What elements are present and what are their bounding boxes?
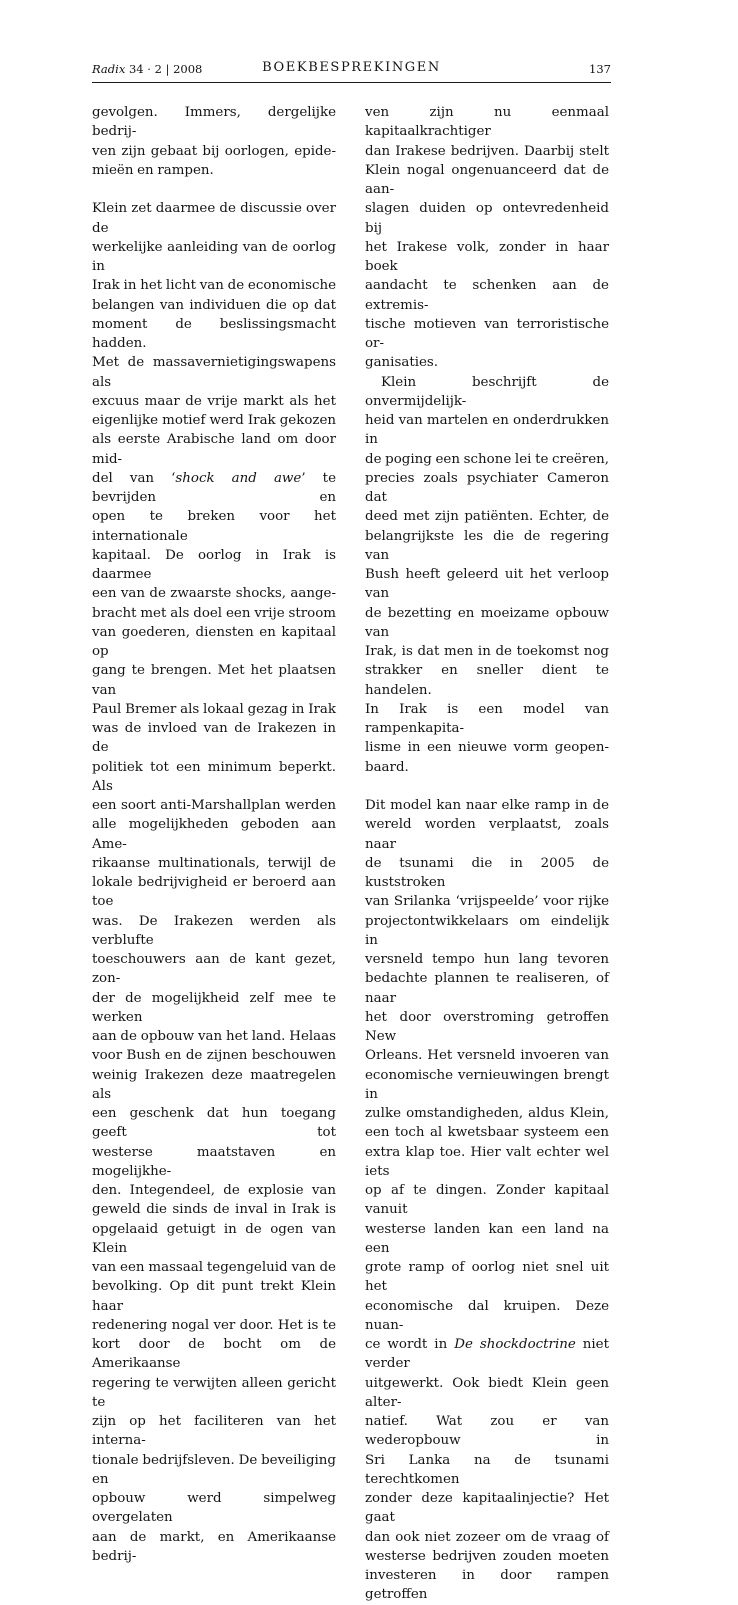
text-line: tische motieven van terroristische or- (365, 316, 609, 351)
paragraph (92, 199, 336, 1566)
text-line: was de invloed van de Irakezen in de (92, 721, 336, 756)
text-line: investeren in door rampen getroffen (365, 1568, 609, 1603)
text-line: aandacht te schenken aan de extremis- (365, 278, 609, 313)
text-line: economische vernieuwingen brengt in (365, 1067, 609, 1102)
text-line: weinig Irakezen deze maatregelen als (92, 1067, 336, 1102)
text-line: alle mogelijkheden geboden aan Ame- (92, 817, 336, 852)
text-line: belangen van individuen die op dat (92, 297, 336, 313)
text-line: dan ook niet zozeer om de vraag of (365, 1529, 609, 1545)
text-line: werkelijke aanleiding van de oorlog in (92, 239, 336, 274)
text-line: gang te brengen. Met het plaatsen van (92, 663, 336, 698)
text-line: ven zijn gebaat bij oorlogen, epide- (92, 143, 336, 159)
text-line: dan Irakese bedrijven. Daarbij stelt (365, 143, 609, 159)
text-line: economische dal kruipen. Deze nuan- (365, 1298, 609, 1333)
running-head (92, 60, 611, 80)
text-line: gevolgen. Immers, dergelijke bedrij- (92, 105, 336, 140)
paragraph (365, 373, 609, 777)
paragraph (365, 103, 609, 373)
text-line: rikaanse multinationals, terwijl de (92, 855, 336, 871)
text-line: Sri Lanka na de tsunami terechtkomen (365, 1452, 609, 1487)
text-line: Paul Bremer als lokaal gezag in Irak (92, 701, 336, 717)
text-line: versneld tempo hun lang tevoren (365, 952, 609, 967)
text-line: lisme in een nieuwe vorm geopen- (365, 740, 609, 756)
text-line: Met de massavernietigingswapens als (92, 355, 336, 390)
text-line: deed met zijn patiënten. Echter, de (365, 509, 609, 525)
text-line: slagen duiden op ontevredenheid bij (365, 201, 609, 236)
text-line (92, 469, 336, 508)
text-line: zulke omstandigheden, aldus Klein, (365, 1106, 609, 1121)
text-line: excuus maar de vrije markt als het (92, 393, 336, 409)
text-line: In Irak is een model van rampenkapita- (365, 701, 609, 736)
text-line: was. De Irakezen werden als verblufte (92, 913, 336, 948)
text-line: natief. Wat zou er van wederopbouw in (365, 1414, 609, 1449)
text-line: wereld worden verplaatst, zoals naar (365, 817, 609, 852)
text-line: de poging een schone lei te creëren, (365, 451, 609, 467)
text-fragment: ce wordt in (365, 1337, 455, 1352)
text-line: bracht met als doel een vrije stroom (92, 605, 336, 621)
text-fragment: del van ‘ (92, 470, 176, 486)
text-line: de bezetting en moeizame opbouw van (365, 605, 609, 640)
text-line: projectontwikkelaars om eindelijk in (365, 913, 609, 948)
text-line: precies zoals psychiater Cameron dat (365, 470, 609, 505)
text-line: westerse maatstaven en mogelijkhe- (92, 1144, 336, 1179)
text-line: aan de markt, en Amerikaanse bedrij- (92, 1529, 336, 1564)
text-line: Orleans. Het versneld invoeren van (365, 1048, 609, 1064)
italic-phrase: shock and awe (175, 470, 302, 486)
text-line: belangrijkste les die de regering van (365, 528, 609, 563)
text-line: den. Integendeel, de explosie van (92, 1183, 336, 1198)
text-line: van een massaal tegengeluid van de (92, 1260, 336, 1275)
text-line: aan de opbouw van het land. Helaas (92, 1029, 336, 1044)
text-line: de tsunami die in 2005 de kuststroken (365, 855, 609, 890)
text-line: op af te dingen. Zonder kapitaal vanuit (365, 1183, 609, 1218)
header-rule (92, 82, 611, 83)
text-line: voor Bush en de zijnen beschouwen (92, 1048, 336, 1064)
text-line: Irak in het licht van de economische (92, 278, 336, 294)
text-line: Klein nogal ongenuanceerd dat de aan- (365, 162, 609, 197)
text-line: kapitaal. De oorlog in Irak is daarmee (92, 547, 336, 582)
text-line: eigenlijke motief werd Irak gekozen (92, 413, 336, 428)
text-line: Irak, is dat men in de toekomst nog (365, 644, 609, 659)
text-line: bedachte plannen te realiseren, of naar (365, 971, 609, 1006)
book-title: De shockdoctrine (454, 1337, 576, 1352)
text-line (365, 1335, 609, 1374)
text-line: toeschouwers aan de kant gezet, zon- (92, 952, 336, 987)
journal-issue: 34 · 2 | 2008 (128, 62, 203, 76)
text-line: lokale bedrijvigheid er beroerd aan toe (92, 875, 336, 910)
text-line: der de mogelijkheid zelf mee te werken (92, 990, 336, 1025)
text-line: kort door de bocht om de Amerikaanse (92, 1337, 336, 1372)
text-line: grote ramp of oorlog niet snel uit het (365, 1260, 609, 1295)
text-line: zijn op het faciliteren van het interna- (92, 1414, 336, 1449)
paragraph (92, 103, 336, 180)
text-line: als eerste Arabische land om door mid- (92, 432, 336, 467)
text-line: opgelaaid getuigt in de ogen van Klein (92, 1221, 336, 1256)
text-line: een soort anti-Marshallplan werden (92, 798, 336, 813)
text-line: Dit model kan naar elke ramp in de (365, 798, 609, 813)
left-column (92, 103, 336, 1566)
text-line: moment de beslissingsmacht hadden. (92, 316, 336, 351)
text-line: heid van martelen en onderdrukken in (365, 413, 609, 448)
text-line: een geschenk dat hun toegang geeft tot (92, 1106, 336, 1141)
paragraph (365, 796, 609, 1605)
text-line: een toch al kwetsbaar systeem een (365, 1125, 609, 1141)
page-number: 137 (589, 62, 611, 76)
text-line: bevolking. Op dit punt trekt Klein haar (92, 1279, 336, 1314)
text-line: opbouw werd simpelweg overgelaten (92, 1491, 336, 1526)
text-line: Klein beschrijft de onvermijdelijk- (365, 374, 609, 409)
text-line: zonder deze kapitaalinjectie? Het gaat (365, 1491, 609, 1526)
journal-name: Radix (92, 62, 126, 76)
section-title: BOEKBESPREKINGEN (262, 60, 441, 75)
text-line: tionale bedrijfsleven. De beveiliging en (92, 1452, 336, 1487)
text-line: ven zijn nu eenmaal kapitaalkrachtiger (365, 105, 609, 140)
text-fragment: niet verder (365, 1337, 609, 1372)
text-line: baard. (365, 759, 409, 775)
text-line: Klein zet daarmee de discussie over de (92, 201, 336, 236)
text-line: een van de zwaarste shocks, aange- (92, 586, 336, 602)
text-line: het door overstroming getroffen New (365, 1009, 609, 1044)
text-fragment: ’ te bevrijden en (92, 470, 336, 505)
text-line: westerse landen kan een land na een (365, 1221, 609, 1256)
text-line: geweld die sinds de inval in Irak is (92, 1202, 336, 1218)
text-line: strakker en sneller dient te handelen. (365, 663, 609, 698)
text-line: Bush heeft geleerd uit het verloop van (365, 567, 609, 602)
text-line: van goederen, diensten en kapitaal op (92, 624, 336, 659)
text-line: ganisaties. (365, 355, 439, 371)
text-line: van Srilanka ‘vrijspeelde’ voor rijke (365, 894, 609, 910)
text-line: extra klap toe. Hier valt echter wel iets (365, 1144, 609, 1179)
text-line: uitgewerkt. Ook biedt Klein geen alter- (365, 1375, 609, 1410)
text-line: open te breken voor het internationale (92, 509, 336, 544)
text-line: westerse bedrijven zouden moeten (365, 1548, 609, 1564)
text-line: politiek tot een minimum beperkt. Als (92, 759, 336, 794)
text-line: regering te verwijten alleen gericht te (92, 1375, 336, 1410)
text-line: mieën en rampen. (92, 162, 214, 178)
right-column (365, 103, 609, 1605)
text-line: het Irakese volk, zonder in haar boek (365, 239, 609, 274)
text-line: redenering nogal ver door. Het is te (92, 1317, 336, 1333)
